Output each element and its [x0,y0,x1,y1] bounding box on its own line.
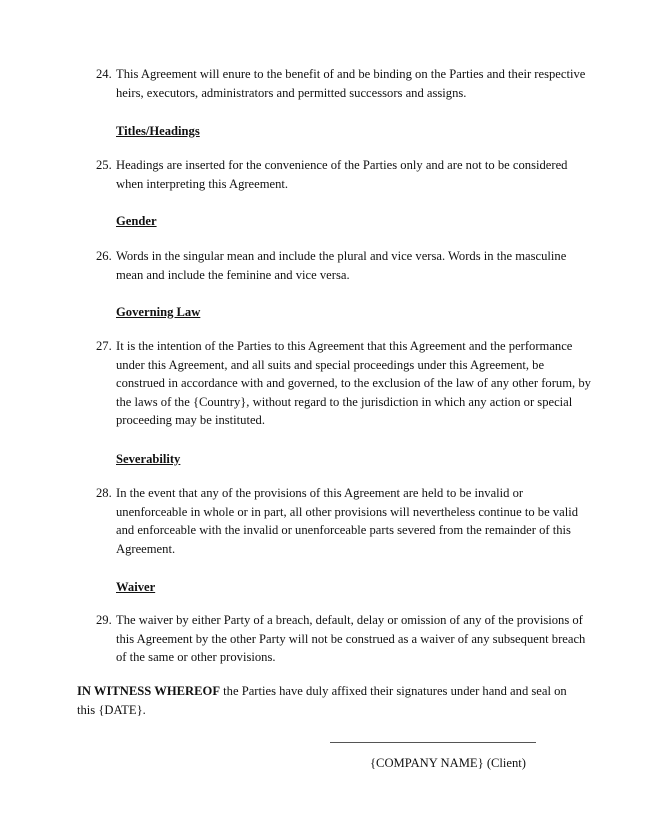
clause-number: 29. [96,613,112,627]
witness-lead: IN WITNESS WHEREOF [77,684,221,698]
heading-waiver: Waiver [116,580,156,594]
clause-number: 26. [96,249,112,263]
clause-29 [96,611,596,667]
heading-titles: Titles/Headings [116,124,200,138]
clause-25 [96,156,596,193]
heading-governing-law: Governing Law [116,305,201,319]
witness-text: the Parties have duly affixed their signatures under hand and seal on this {DATE}. [77,684,567,717]
signature-label: {COMPANY NAME} (Client) [370,756,526,770]
clause-28 [96,484,596,558]
clause-24 [96,65,596,102]
clause-26 [96,247,596,284]
clause-text: In the event that any of the provisions of this Agreement are held to be invalid or unenforceable in whole or in part, all other provisions will nevertheless continue to be valid and enforceable with the invalid or unenforceable parts severed from the remainder of this Agreement. [116,486,578,556]
clause-number: 27. [96,339,112,353]
clause-text: This Agreement will enure to the benefit of and be binding on the Parties and their respective heirs, executors, administrators and permitted successors and assigns. [116,67,586,100]
clause-number: 28. [96,486,112,500]
clause-number: 25. [96,158,112,172]
heading-gender: Gender [116,214,157,228]
signature-line [330,742,536,743]
clause-27 [96,337,596,430]
witness-paragraph [77,682,587,719]
clause-text: It is the intention of the Parties to this Agreement that this Agreement and the performance under this Agreement, and all suits and special proceedings under this Agreement, be construed in accordance with and governed, to the exclusion of the law of any other forum, by the laws of the {Country}, without regard to the jurisdiction in which any action or special proceeding may be instituted. [116,339,591,428]
clause-text: The waiver by either Party of a breach, default, delay or omission of any of the provisions of this Agreement by the other Party will not be construed as a waiver of any subsequent breach of the same or other provisions. [116,613,586,665]
heading-severability: Severability [116,452,181,466]
clause-text: Headings are inserted for the convenience of the Parties only and are not to be considered when interpreting this Agreement. [116,158,568,191]
clause-text: Words in the singular mean and include the plural and vice versa. Words in the masculine mean and include the feminine and vice versa. [116,249,567,282]
clause-number: 24. [96,67,112,81]
